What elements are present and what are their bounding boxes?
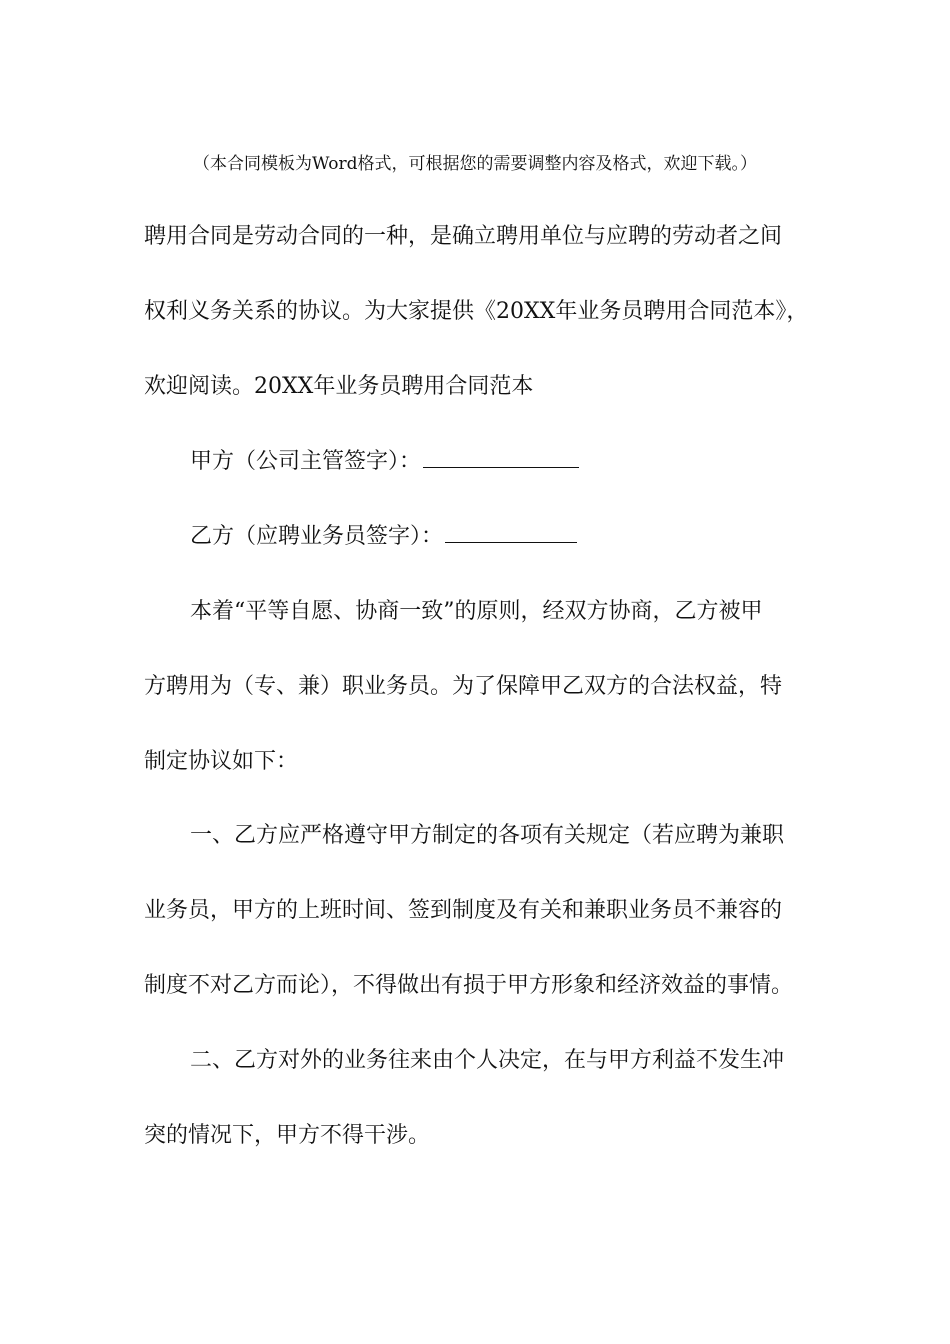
- template-note: （本合同模板为Word格式，可根据您的需要调整内容及格式，欢迎下载。）: [192, 154, 758, 174]
- party-a-signature-line: [190, 447, 579, 477]
- preamble-line-1: 本着“平等自愿、协商一致”的原则，经双方协商，乙方被甲: [190, 599, 763, 624]
- clause-2-line-1: 二、乙方对外的业务往来由个人决定，在与甲方利益不发生冲: [190, 1048, 785, 1073]
- clause-1-line-2: 业务员，甲方的上班时间、签到制度及有关和兼职业务员不兼容的: [144, 898, 783, 923]
- intro-line-1: 聘用合同是劳动合同的一种，是确立聘用单位与应聘的劳动者之间: [144, 224, 783, 249]
- party-a-signature-blank[interactable]: [423, 449, 579, 468]
- preamble-line-2: 方聘用为（专、兼）职业务员。为了保障甲乙双方的合法权益，特: [144, 674, 783, 699]
- party-a-label: 甲方（公司主管签字）：: [190, 449, 422, 474]
- intro-line-3: 欢迎阅读。20XX年业务员聘用合同范本: [144, 374, 534, 399]
- party-b-label: 乙方（应聘业务员签字）：: [190, 524, 444, 549]
- clause-1-line-3: 制度不对乙方而论），不得做出有损于甲方形象和经济效益的事情。: [144, 973, 794, 998]
- party-b-signature-blank[interactable]: [445, 524, 577, 543]
- clause-2-line-2: 突的情况下，甲方不得干涉。: [144, 1123, 431, 1148]
- intro-line-2: 权利义务关系的协议。为大家提供《20XX年业务员聘用合同范本》，: [144, 299, 809, 324]
- clause-1-line-1: 一、乙方应严格遵守甲方制定的各项有关规定（若应聘为兼职: [190, 823, 785, 848]
- party-b-signature-line: [190, 522, 577, 552]
- preamble-line-3: 制定协议如下：: [144, 749, 299, 774]
